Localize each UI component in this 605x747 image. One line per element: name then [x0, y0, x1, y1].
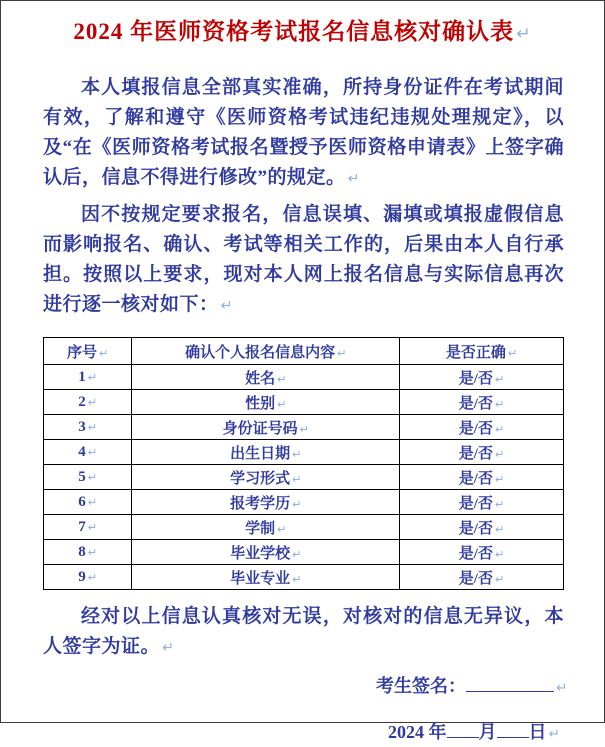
paragraph-mark-icon: ↵: [87, 495, 98, 509]
paragraph-mark-icon: ↵: [87, 445, 98, 459]
date-month-label: 月: [478, 722, 497, 742]
paragraph-mark-icon: ↵: [337, 346, 347, 360]
cell-correct: 是/否 ↵: [400, 540, 564, 565]
header-cell-no: 序号 ↵: [44, 338, 132, 365]
signature-line: [376, 673, 568, 701]
paragraph-mark-icon: ↵: [494, 472, 505, 486]
date-day-label: 日: [528, 722, 547, 742]
page-title: [11, 15, 594, 51]
cell-item: 出生日期 ↵: [132, 440, 400, 465]
paragraph-mark-icon: ↵: [87, 520, 98, 534]
table-header-row: [44, 338, 564, 365]
paragraph-mark-icon: ↵: [494, 372, 505, 386]
paragraph-mark-icon: ↵: [277, 397, 287, 411]
document-body: [43, 73, 568, 747]
cell-item: 毕业专业 ↵: [132, 565, 400, 590]
paragraph-mark-icon: ↵: [494, 447, 505, 461]
cell-correct: 是/否 ↵: [400, 490, 564, 515]
cell-item: 身份证号码 ↵: [132, 415, 400, 440]
cell-item: 学习形式 ↵: [132, 465, 400, 490]
paragraph-mark-icon: ↵: [277, 372, 287, 386]
paragraph-responsibility-text: 因不按规定要求报名，信息误填、漏填或填报虚假信息而影响报名、确认、考试等相关工作的，后果由本人自行承担。按照以上要求，现对本人网上报名信息与实际信息再次进行逐一核对如下：: [43, 204, 564, 315]
paragraph-mark-icon: ↵: [220, 298, 233, 314]
paragraph-mark-icon: ↵: [494, 572, 505, 586]
table-row: [44, 490, 564, 515]
cell-item: 学制 ↵: [132, 515, 400, 540]
cell-correct: 是/否 ↵: [400, 440, 564, 465]
cell-no: 2 ↵: [44, 390, 132, 415]
cell-no: 8 ↵: [44, 540, 132, 565]
table-row: [44, 465, 564, 490]
cell-correct: 是/否 ↵: [400, 415, 564, 440]
cell-item: 毕业学校 ↵: [132, 540, 400, 565]
cell-correct: 是/否 ↵: [400, 390, 564, 415]
table-row: [44, 440, 564, 465]
cell-correct: 是/否 ↵: [400, 465, 564, 490]
cell-no: 3 ↵: [44, 415, 132, 440]
cell-no: 7 ↵: [44, 515, 132, 540]
paragraph-mark-icon: ↵: [98, 346, 109, 360]
cell-no: 1 ↵: [44, 365, 132, 390]
signature-label: 考生签名：: [376, 676, 466, 696]
table-row: [44, 415, 564, 440]
paragraph-mark-icon: ↵: [494, 522, 505, 536]
table-row: [44, 515, 564, 540]
paragraph-declaration-text: 本人填报信息全部真实准确，所持身份证件在考试期间有效，了解和遵守《医师资格考试违纪违规处理规定》，以及“在《医师资格考试报名暨授予医师资格申请表》上签字确认后，信息不得进行修改”的规定。: [43, 77, 564, 188]
cell-correct: 是/否 ↵: [400, 515, 564, 540]
cell-item: 性别 ↵: [132, 390, 400, 415]
paragraph-mark-icon: ↵: [292, 472, 302, 486]
cell-item: 报考学历 ↵: [132, 490, 400, 515]
paragraph-responsibility: [43, 200, 564, 321]
paragraph-mark-icon: ↵: [494, 497, 505, 511]
signature-blank: [466, 675, 554, 692]
paragraph-mark-icon: ↵: [548, 726, 560, 742]
closing-paragraph-text: 经对以上信息认真核对无误，对核对的信息无异议，本人签字为证。: [43, 606, 564, 657]
paragraph-mark-icon: ↵: [292, 447, 302, 461]
table-row: [44, 365, 564, 390]
confirmation-table: [43, 337, 564, 590]
date-month-blank: [447, 721, 479, 738]
paragraph-mark-icon: ↵: [87, 395, 98, 409]
paragraph-mark-icon: ↵: [87, 370, 98, 384]
table-row: [44, 565, 564, 590]
paragraph-mark-icon: ↵: [277, 522, 287, 536]
table-row: [44, 540, 564, 565]
table-row: [44, 390, 564, 415]
paragraph-declaration: [43, 73, 564, 194]
signature-block: [376, 673, 568, 747]
paragraph-mark-icon: ↵: [87, 545, 98, 559]
paragraph-mark-icon: ↵: [87, 420, 98, 434]
cell-correct: 是/否 ↵: [400, 365, 564, 390]
page-title-text: 2024 年医师资格考试报名信息核对确认表: [73, 19, 515, 44]
closing-paragraph: [43, 602, 564, 663]
header-cell-item: 确认个人报名信息内容 ↵: [132, 338, 400, 365]
paragraph-mark-icon: ↵: [87, 570, 98, 584]
paragraph-mark-icon: ↵: [494, 422, 505, 436]
paragraph-mark-icon: ↵: [292, 572, 302, 586]
cell-no: 4 ↵: [44, 440, 132, 465]
paragraph-mark-icon: ↵: [347, 171, 360, 187]
paragraph-mark-icon: ↵: [87, 470, 98, 484]
date-line: [376, 719, 564, 747]
cell-item: 姓名 ↵: [132, 365, 400, 390]
paragraph-mark-icon: ↵: [494, 547, 505, 561]
paragraph-mark-icon: ↵: [292, 497, 302, 511]
cell-no: 5 ↵: [44, 465, 132, 490]
header-cell-correct: 是否正确 ↵: [400, 338, 564, 365]
paragraph-mark-icon: ↵: [162, 640, 175, 656]
cell-no: 9 ↵: [44, 565, 132, 590]
paragraph-mark-icon: ↵: [292, 547, 302, 561]
paragraph-mark-icon: ↵: [516, 24, 532, 44]
paragraph-mark-icon: ↵: [494, 397, 505, 411]
date-year-label: 2024 年: [388, 722, 447, 742]
cell-correct: 是/否 ↵: [400, 565, 564, 590]
paragraph-mark-icon: ↵: [299, 422, 310, 436]
cell-no: 6 ↵: [44, 490, 132, 515]
paragraph-mark-icon: ↵: [507, 346, 518, 360]
paragraph-mark-icon: ↵: [556, 680, 568, 696]
date-day-blank: [497, 721, 529, 738]
